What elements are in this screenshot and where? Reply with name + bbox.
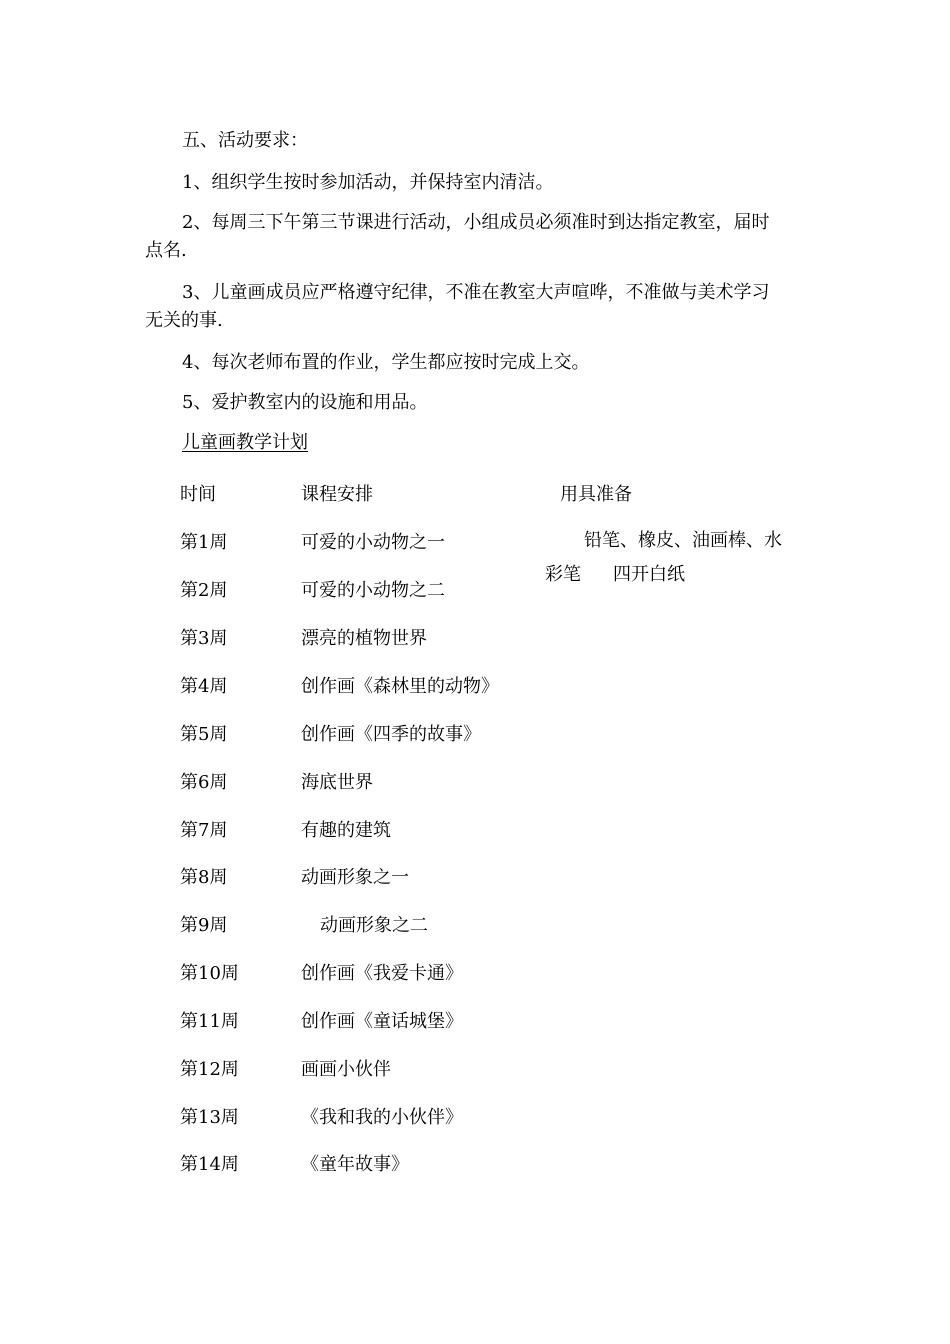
tools-line-2a: 彩笔 (545, 564, 581, 585)
requirement-item-2: 2、每周三下午第三节课进行活动，小组成员必须准时到达指定教室，届时 (182, 212, 770, 233)
schedule-course: 画画小伙伴 (301, 1059, 391, 1080)
schedule-week: 第8周 (180, 867, 228, 888)
requirements-heading: 五、活动要求： (182, 130, 308, 151)
schedule-course: 动画形象之一 (301, 867, 409, 888)
schedule-week: 第10周 (180, 963, 239, 984)
schedule-week: 第7周 (180, 820, 228, 841)
schedule-course: 有趣的建筑 (301, 820, 391, 841)
schedule-week: 第11周 (180, 1011, 239, 1032)
schedule-course: 《我和我的小伙伴》 (301, 1107, 463, 1128)
schedule-week: 第9周 (180, 915, 228, 936)
requirement-item-1: 1、组织学生按时参加活动，并保持室内清洁。 (182, 172, 554, 193)
schedule-course: 可爱的小动物之二 (301, 580, 445, 601)
schedule-course: 漂亮的植物世界 (301, 628, 427, 649)
schedule-course: 《童年故事》 (301, 1154, 409, 1175)
schedule-week: 第1周 (180, 532, 228, 553)
tools-line-2b: 四开白纸 (613, 564, 685, 585)
plan-title: 儿童画教学计划 (182, 432, 308, 453)
schedule-course: 创作画《童话城堡》 (301, 1011, 463, 1032)
schedule-week: 第14周 (180, 1154, 239, 1175)
schedule-week: 第4周 (180, 676, 228, 697)
schedule-week: 第3周 (180, 628, 228, 649)
schedule-course: 创作画《森林里的动物》 (301, 676, 499, 697)
schedule-week: 第5周 (180, 724, 228, 745)
schedule-course: 创作画《我爱卡通》 (301, 963, 463, 984)
schedule-course: 动画形象之二 (320, 915, 428, 936)
requirement-item-4: 4、每次老师布置的作业，学生都应按时完成上交。 (182, 352, 590, 373)
requirement-item-3: 3、儿童画成员应严格遵守纪律，不准在教室大声喧哗，不准做与美术学习 (182, 282, 770, 303)
schedule-week: 第2周 (180, 580, 228, 601)
schedule-course: 可爱的小动物之一 (301, 532, 445, 553)
tools-line-1: 铅笔、橡皮、油画棒、水 (584, 530, 782, 551)
schedule-week: 第6周 (180, 772, 228, 793)
header-course: 课程安排 (301, 484, 373, 505)
header-week: 时间 (180, 484, 216, 505)
requirement-item-5: 5、爱护教室内的设施和用品。 (182, 392, 428, 413)
schedule-week: 第13周 (180, 1107, 239, 1128)
schedule-week: 第12周 (180, 1059, 239, 1080)
header-tools: 用具准备 (560, 484, 632, 505)
requirement-item-3-continuation: 无关的事. (145, 310, 223, 331)
schedule-course: 创作画《四季的故事》 (301, 724, 481, 745)
requirement-item-2-continuation: 点名. (145, 240, 187, 261)
schedule-course: 海底世界 (301, 772, 373, 793)
